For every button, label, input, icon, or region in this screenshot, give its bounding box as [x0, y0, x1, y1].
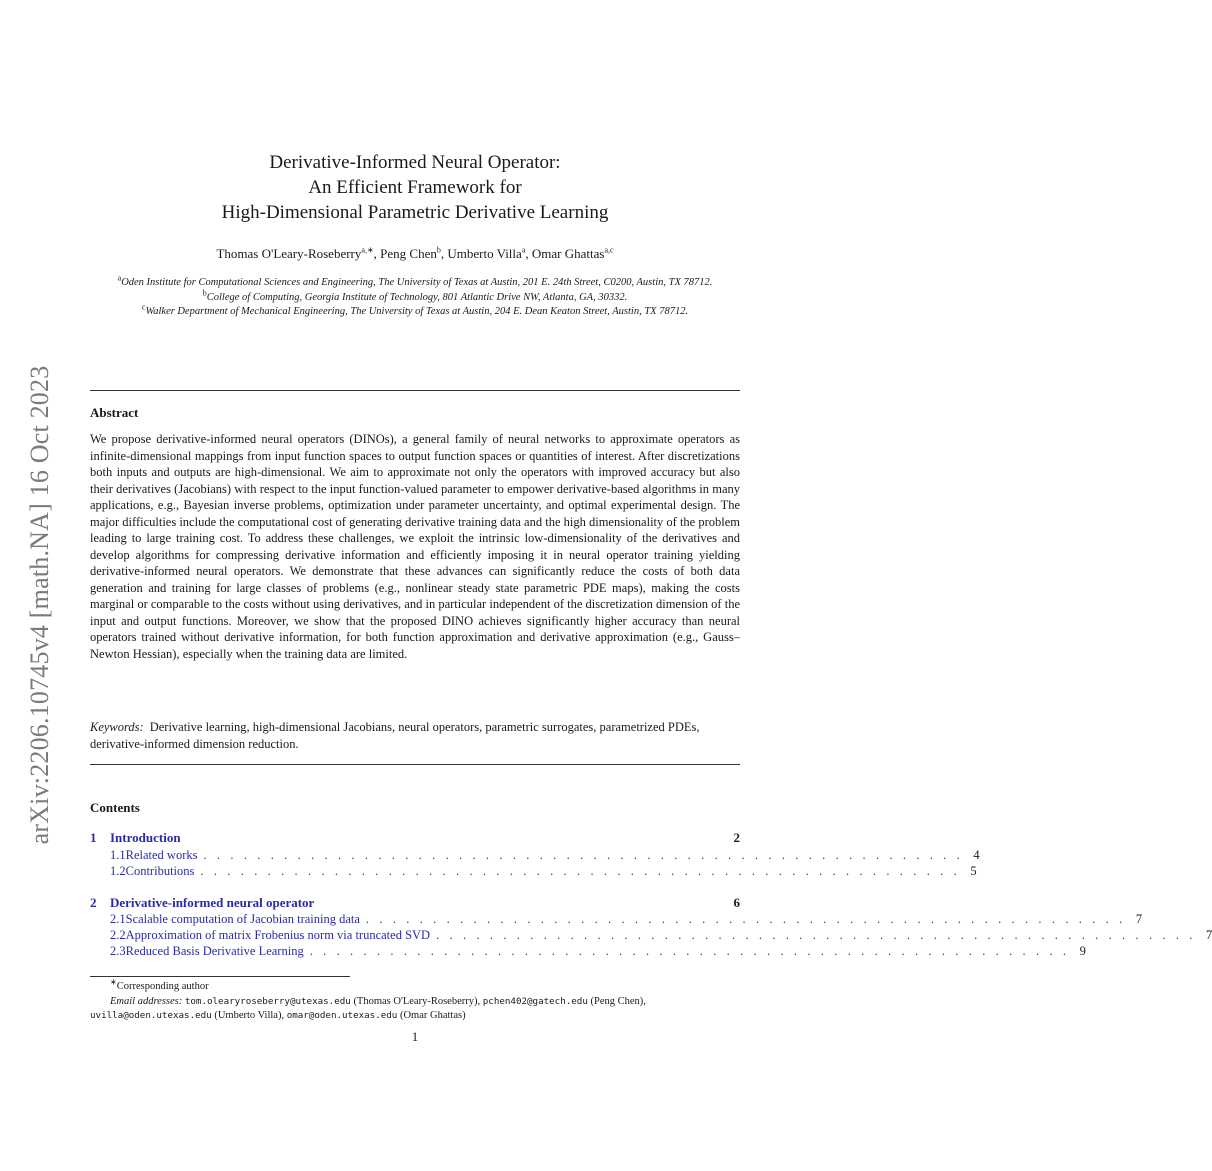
contents-heading: Contents [90, 800, 140, 815]
arxiv-identifier-text: arXiv:2206.10745v4 [math.NA] 16 Oct 2023 [25, 365, 54, 845]
affiliation [90, 302, 740, 320]
author-affiliation-mark: a,c [604, 245, 614, 255]
toc-link[interactable]: Derivative-informed neural operator [110, 895, 315, 910]
toc-leader: . . . . . . . . . . . . . . . . . . . . . . . . . . . . . . . . . . . . . . . . . . . . . . . . . . . . . . . . . [200, 864, 961, 878]
toc-number: 1 [90, 830, 97, 845]
email-address[interactable]: omar@oden.utexas.edu [286, 1010, 398, 1021]
toc-link[interactable]: Scalable computation of Jacobian training data [125, 912, 360, 926]
email-label: Email addresses: [110, 995, 183, 1007]
email-addresses [90, 995, 740, 1024]
keywords [90, 719, 740, 752]
affiliation [90, 288, 740, 306]
toc-link[interactable]: Introduction [110, 830, 181, 845]
footnotes [90, 977, 740, 1024]
author-name: Thomas O'Leary-Roseberry [216, 246, 362, 261]
email-address[interactable]: tom.olearyroseberry@utexas.edu [184, 995, 351, 1007]
divider [90, 764, 740, 765]
toc-entry[interactable] [90, 864, 977, 881]
toc-number: 2.1 [110, 912, 126, 926]
footnote-mark: ∗ [110, 977, 117, 987]
author-list: Thomas O'Leary-Roseberry$^{a,∗}$, Peng Chen$^b$, Umberto Villa$^a$, Omar Ghattas$^{a,c}$ [216, 245, 614, 261]
paper-title [90, 150, 740, 225]
toc-link[interactable]: Related works [125, 848, 198, 862]
abstract-text: We propose derivative-informed neural operators (DINOs), a general family of neural networks to approximate operators as infinite-dimensional mappings from input function spaces to output function spaces or quantities of interest. After discretizations both inputs and outputs are high-dimensional. We aim to approximate not only the operators with improved accuracy but also their derivatives (Jacobians) with respect to the input function-valued parameter to empower derivative-based algorithms in many applications, e.g., Bayesian inverse problems, optimization under parameter uncertainty, and optimal experimental design. The major difficulties include the computational cost of generating derivative training data and the high dimensionality of the problem leading to large training cost. To address these challenges, we exploit the intrinsic low-dimensionality of the derivatives and develop algorithms for compressing derivative information and efficiently imposing it in neural operator training yielding derivative-informed neural operators. We demonstrate that these advances can significantly reduce the costs of both data generation and training for large classes of problems (e.g., nonlinear steady state parametric PDE maps), making the costs marginal or comparable to the costs without using derivatives, and in particular independent of the discretization dimension of the input and output functions. Moreover, we show that the proposed DINO achieves significantly higher accuracy than neural operators trained without derivative information, for both function approximation and derivative approximation (e.g., Gauss–Newton Hessian), especially when the training data are limited. [90, 432, 740, 661]
toc-link[interactable]: Contributions [125, 864, 195, 878]
toc-entry[interactable] [90, 944, 1086, 961]
divider [90, 390, 740, 391]
corresponding-author-text: Corresponding author [116, 981, 209, 992]
page-number: 1 [411, 1030, 419, 1044]
toc-number: 2.2 [110, 928, 126, 942]
author-affiliation-mark: b [436, 245, 441, 255]
toc-leader: . . . . . . . . . . . . . . . . . . . . . . . . . . . . . . . . . . . . . . . . . . . . . . . . . . . . . . . . . [436, 928, 1197, 942]
email-owner: (Umberto Villa), [214, 1010, 285, 1021]
author-affiliation-mark: a [521, 245, 526, 255]
toc-link[interactable]: Reduced Basis Derivative Learning [125, 944, 304, 958]
toc-page: 7 [1206, 928, 1212, 942]
title-line: Derivative-Informed Neural Operator: [269, 152, 561, 173]
email-address[interactable]: pchen402@gatech.edu [482, 995, 588, 1007]
affiliation-mark: b [202, 288, 207, 297]
toc-page: 5 [970, 864, 977, 878]
toc-entry[interactable] [90, 928, 1212, 945]
toc-link[interactable]: Approximation of matrix Frobenius norm via truncated SVD [125, 928, 431, 942]
toc-number: 2.3 [110, 944, 126, 958]
footnote-divider [90, 976, 350, 977]
toc-number: 1.1 [110, 848, 126, 862]
title-line: An Efficient Framework for [308, 177, 522, 198]
email-owner: (Omar Ghattas) [399, 1010, 466, 1021]
keywords-label: Keywords: [90, 720, 144, 734]
keywords-text: Derivative learning, high-dimensional Jacobians, neural operators, parametric surrogates, parametrized PDEs, derivative-informed dimension reduction. [90, 720, 700, 751]
toc-entry[interactable] [90, 895, 740, 912]
toc-number: 2 [90, 895, 97, 910]
arxiv-identifier [20, 345, 60, 865]
toc-entry[interactable] [90, 912, 1143, 929]
affiliation-text: Walker Department of Mechanical Engineering, The University of Texas at Austin, 204 E. Dean Keaton Street, Austin, TX 78712. [145, 306, 689, 317]
title-line: High-Dimensional Parametric Derivative Learning [221, 202, 609, 223]
email-owner: (Thomas O'Leary-Roseberry), [353, 995, 481, 1007]
affiliation-text: College of Computing, Georgia Institute of Technology, 801 Atlantic Drive NW, Atlanta, GA, 30332. [206, 291, 628, 303]
affiliation-mark: a [117, 273, 122, 283]
toc-number: 1.2 [110, 864, 126, 878]
email-address[interactable]: uvilla@oden.utexas.edu [90, 1010, 212, 1021]
toc-page: 4 [973, 848, 980, 862]
toc-leader: . . . . . . . . . . . . . . . . . . . . . . . . . . . . . . . . . . . . . . . . . . . . . . . . . . . . . . . . . [309, 944, 1070, 958]
affiliation-list [90, 273, 740, 320]
author-affiliation-mark: a,∗ [361, 245, 374, 255]
toc-page: 9 [1079, 944, 1086, 958]
affiliation-text: Oden Institute for Computational Sciences and Engineering, The University of Texas at Austin, 201 E. 24th Street, C0200, Austin, TX 78712. [121, 277, 713, 288]
toc-leader: . . . . . . . . . . . . . . . . . . . . . . . . . . . . . . . . . . . . . . . . . . . . . . . . . . . . . . . . . [365, 912, 1126, 926]
affiliation-mark: c [141, 302, 146, 312]
toc-page: 7 [1135, 912, 1143, 926]
toc-page: 6 [733, 895, 740, 910]
affiliation [90, 273, 740, 291]
author-name: Omar Ghattas [531, 246, 605, 261]
toc-page: 2 [733, 830, 740, 845]
toc-entry[interactable] [90, 830, 740, 847]
author-name: Peng Chen [380, 246, 437, 261]
abstract-heading: Abstract [90, 405, 139, 420]
author-name: Umberto Villa [447, 246, 522, 261]
toc-entry[interactable] [90, 848, 980, 865]
corresponding-author-note [90, 977, 740, 995]
toc-leader: . . . . . . . . . . . . . . . . . . . . . . . . . . . . . . . . . . . . . . . . . . . . . . . . . . . . . . . . . [203, 848, 964, 862]
email-owner: (Peng Chen), [590, 995, 646, 1007]
